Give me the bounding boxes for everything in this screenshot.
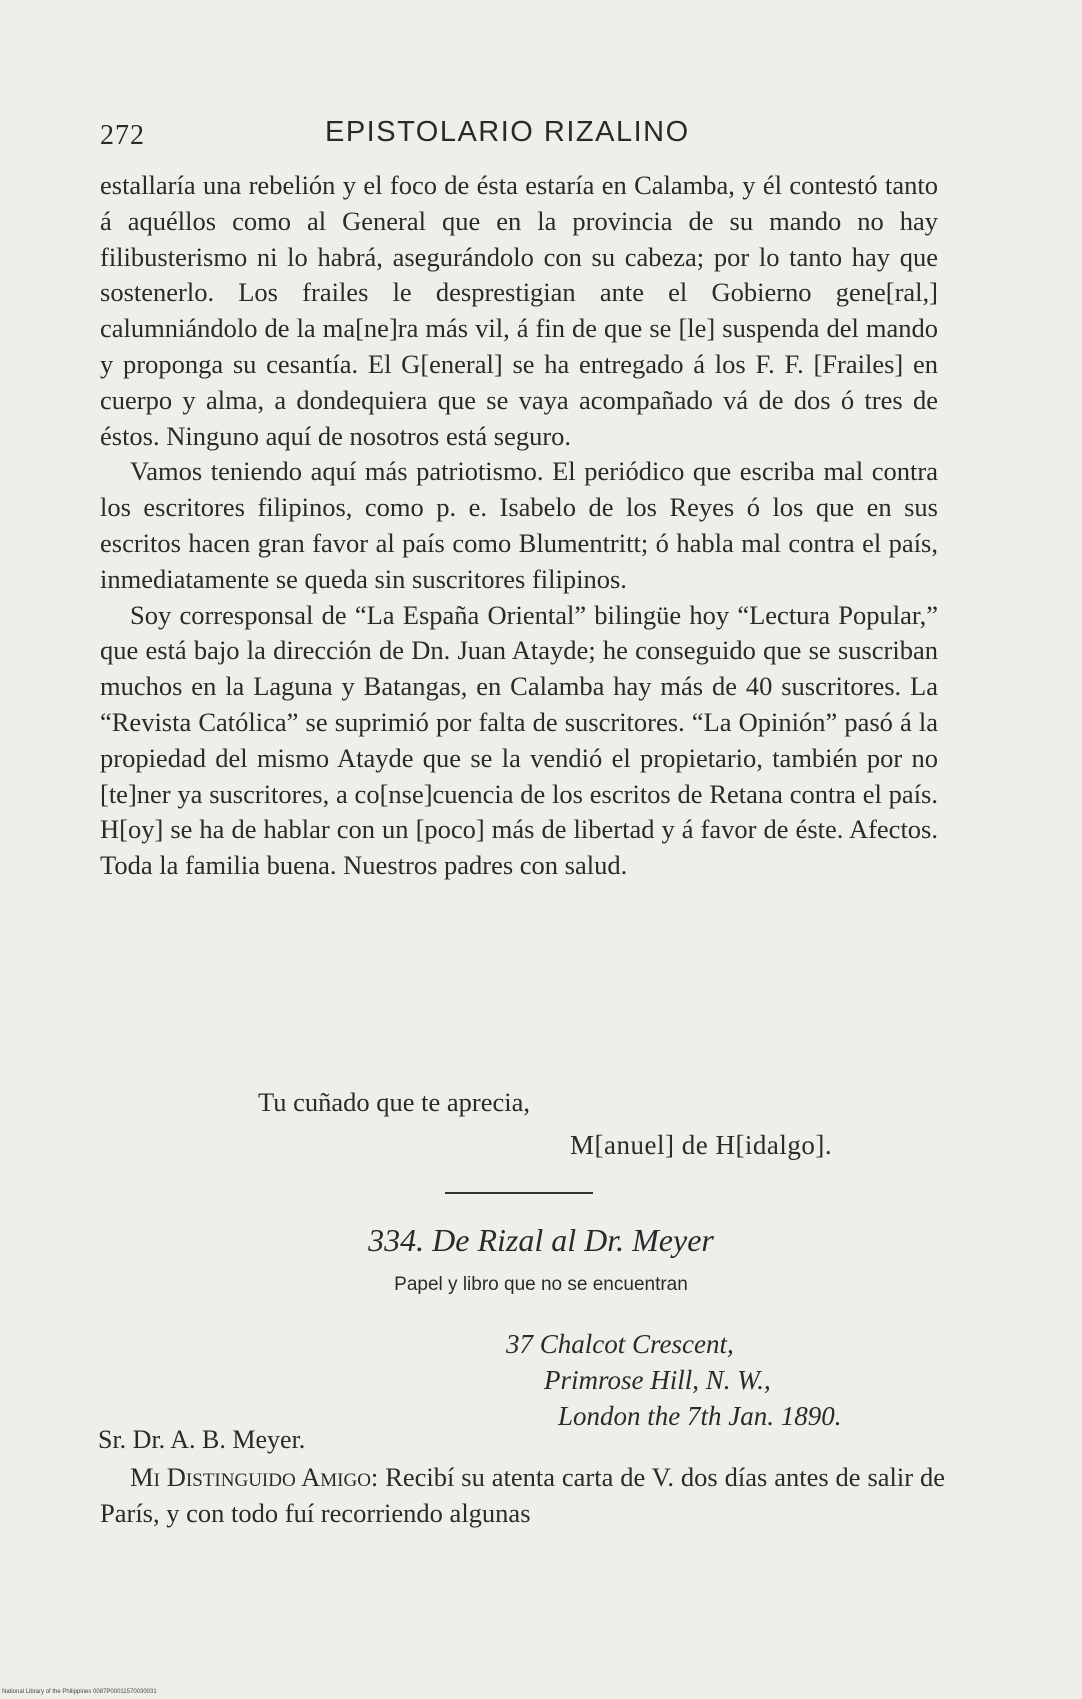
sender-address — [506, 1326, 842, 1434]
footer-note: National Library of the Philippines 0087P00011570030031 — [2, 1689, 157, 1695]
recipient: Sr. Dr. A. B. Meyer. — [98, 1425, 306, 1454]
letter-333-body — [100, 168, 938, 884]
section-divider — [445, 1192, 593, 1194]
letter-closing: Tu cuñado que te aprecia, — [258, 1087, 531, 1117]
salutation: Mi Distinguido Amigo: — [130, 1462, 379, 1492]
letter-signature: M[anuel] de H[idalgo]. — [570, 1130, 833, 1160]
address-line: Primrose Hill, N. W., — [544, 1365, 771, 1395]
page-header — [100, 116, 960, 156]
letter-subtitle: Papel y libro que no se encuentran — [394, 1274, 688, 1295]
running-title: EPISTOLARIO RIZALINO — [325, 116, 690, 148]
page-number: 272 — [100, 120, 145, 151]
paragraph: Soy corresponsal de “La España Oriental” bilingüe hoy “Lectura Popular,” que está bajo la dirección de Dn. Juan Atayde; he conseguido que se suscriban muchos en la Laguna y Batangas, en Calamba hay más de 40 suscritores. La “Revista Católica” se suprimió por falta de suscritores. “La Opinión” pasó á la propiedad del mismo Atayde que se la vendió el propietario, también por no [te]ner ya suscritores, a co[nse]cuencia de los escritos de Retana contra el país. H[oy] se ha de hablar con un [poco] más de libertad y á favor de éste. Afectos. Toda la familia buena. Nuestros padres con salud. — [100, 599, 938, 881]
letter-334-body — [100, 1460, 945, 1532]
paragraph-text: Recibí su atenta carta de V. dos días antes de salir de París, y con todo fuí recorriendo algunas — [100, 1462, 945, 1528]
paragraph — [100, 1460, 945, 1532]
paragraph: estallaría una rebelión y el foco de ésta estaría en Calamba, y él contestó tanto á aquéllos como al General que en la provincia de su mando no hay filibusterismo ni lo habrá, asegurándolo con su cabeza; por lo tanto hay que sostenerlo. Los frailes le desprestigian ante el Gobierno gene[ral,] calumniándolo de la ma[ne]ra más vil, á fin de que se [le] suspenda del mando y proponga su cesantía. El G[eneral] se ha entregado á los F. F. [Frailes] en cuerpo y alma, a dondequiera que se vaya acompañado vá de dos ó tres de éstos. Ninguno aquí de nosotros está seguro. — [100, 170, 938, 451]
letter-title: 334. De Rizal al Dr. Meyer — [368, 1222, 714, 1258]
address-date-line: London the 7th Jan. 1890. — [558, 1401, 842, 1431]
paragraph: Vamos teniendo aquí más patriotismo. El periódico que escriba mal contra los escritores filipinos, como p. e. Isabelo de los Reyes ó los que en sus escritos hacen gran favor al país como Blumentritt; ó habla mal contra el país, inmediatamente se queda sin suscritores filipinos. — [100, 456, 938, 594]
address-line: 37 Chalcot Crescent, — [506, 1329, 734, 1359]
